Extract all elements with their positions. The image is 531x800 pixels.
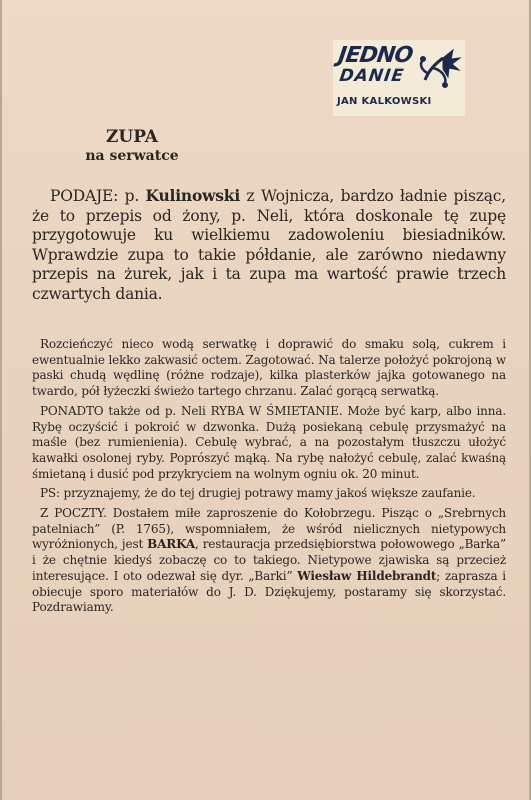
logo-author: JAN KALKOWSKI (337, 96, 432, 107)
title-sub: na serwatce (85, 148, 179, 164)
director-name: Wiesław Hildebrandt (297, 568, 437, 583)
contributor-name: Kulinowski (145, 186, 241, 205)
ps-paragraph: PS: przyznajemy, że do tej drugiej potrawy mamy jakoś większe zaufanie. (40, 486, 476, 501)
column-logo (333, 40, 465, 116)
recipe-paragraph: Rozcieńczyć nieco wodą serwatkę i doprawić do smaku solą, cukrem i ewentualnie lekko zakwasić octem. Zagotować. Na talerze położyć pokrojoną w paski chudą wędlinę (różne rodzaje), kilka plasterków jajka gotowanego na twardo, pół łyżeczki świeżo tartego chrzanu. Zalać gorącą serwatką. (32, 337, 506, 399)
article-title (42, 127, 222, 165)
title-main: ZUPA (106, 127, 158, 147)
barka-name: BARKA (147, 537, 196, 552)
lead-paragraph (32, 186, 506, 304)
lead-label: PODAJE: p. (50, 187, 146, 205)
lead-text: z Wojnicza, bardzo ładnie pisząc, że to przepis od żony, p. Neli, która doskonale tę zupę przygotowuje ku wielkiemu zadowoleniu biesiadników. Wprawdzie zupa to takie półdanie, ale zarówno niedawny przepis na żurek, jak i ta zupa ma wartość prawie trzech czwartych dania. (32, 187, 506, 303)
logo-word-jedno: JEDNO (336, 43, 414, 68)
ponadto-paragraph: PONADTO także od p. Neli RYBA W ŚMIETANIE. Może być karp, albo inna. Rybę oczyścić i pokroić w dzwonka. Dużą posiekaną cebulę przysmażyć na maśle (bez rumienienia). Cebulę wybrać, a na pozostałym tłuszczu ułożyć kawałki osolonej ryby. Poprószyć mąką. Na rybę nałożyć cebulę, zalać kwaśną śmietaną i dusić pod przykryciem na wolnym ogniu ok. 20 minut. (32, 403, 506, 481)
article-body (32, 337, 506, 619)
logo-word-danie: DANIE (338, 66, 406, 86)
poczta-paragraph: Z POCZTY. Dostałem miłe zaproszenie do Kołobrzegu. Pisząc o „Srebrnych patelniach” (P. 1765), wspomniałem, że wśród nielicznych nietypowych wyróżnionych, jest BARKA, restauracja przedsiębiorstwa połowowego „Barka” i że chętnie kiedyś zobaczę co to takiego. Nietypowe zjawiska są przecież interesujące. I oto odezwał się dyr. „Barki” Wiesław Hildebrandt; zaprasza i obiecuje sporo materiałów do J. D. Dziękujemy, postaramy się skorzystać. Pozdrawiamy. (32, 506, 506, 615)
